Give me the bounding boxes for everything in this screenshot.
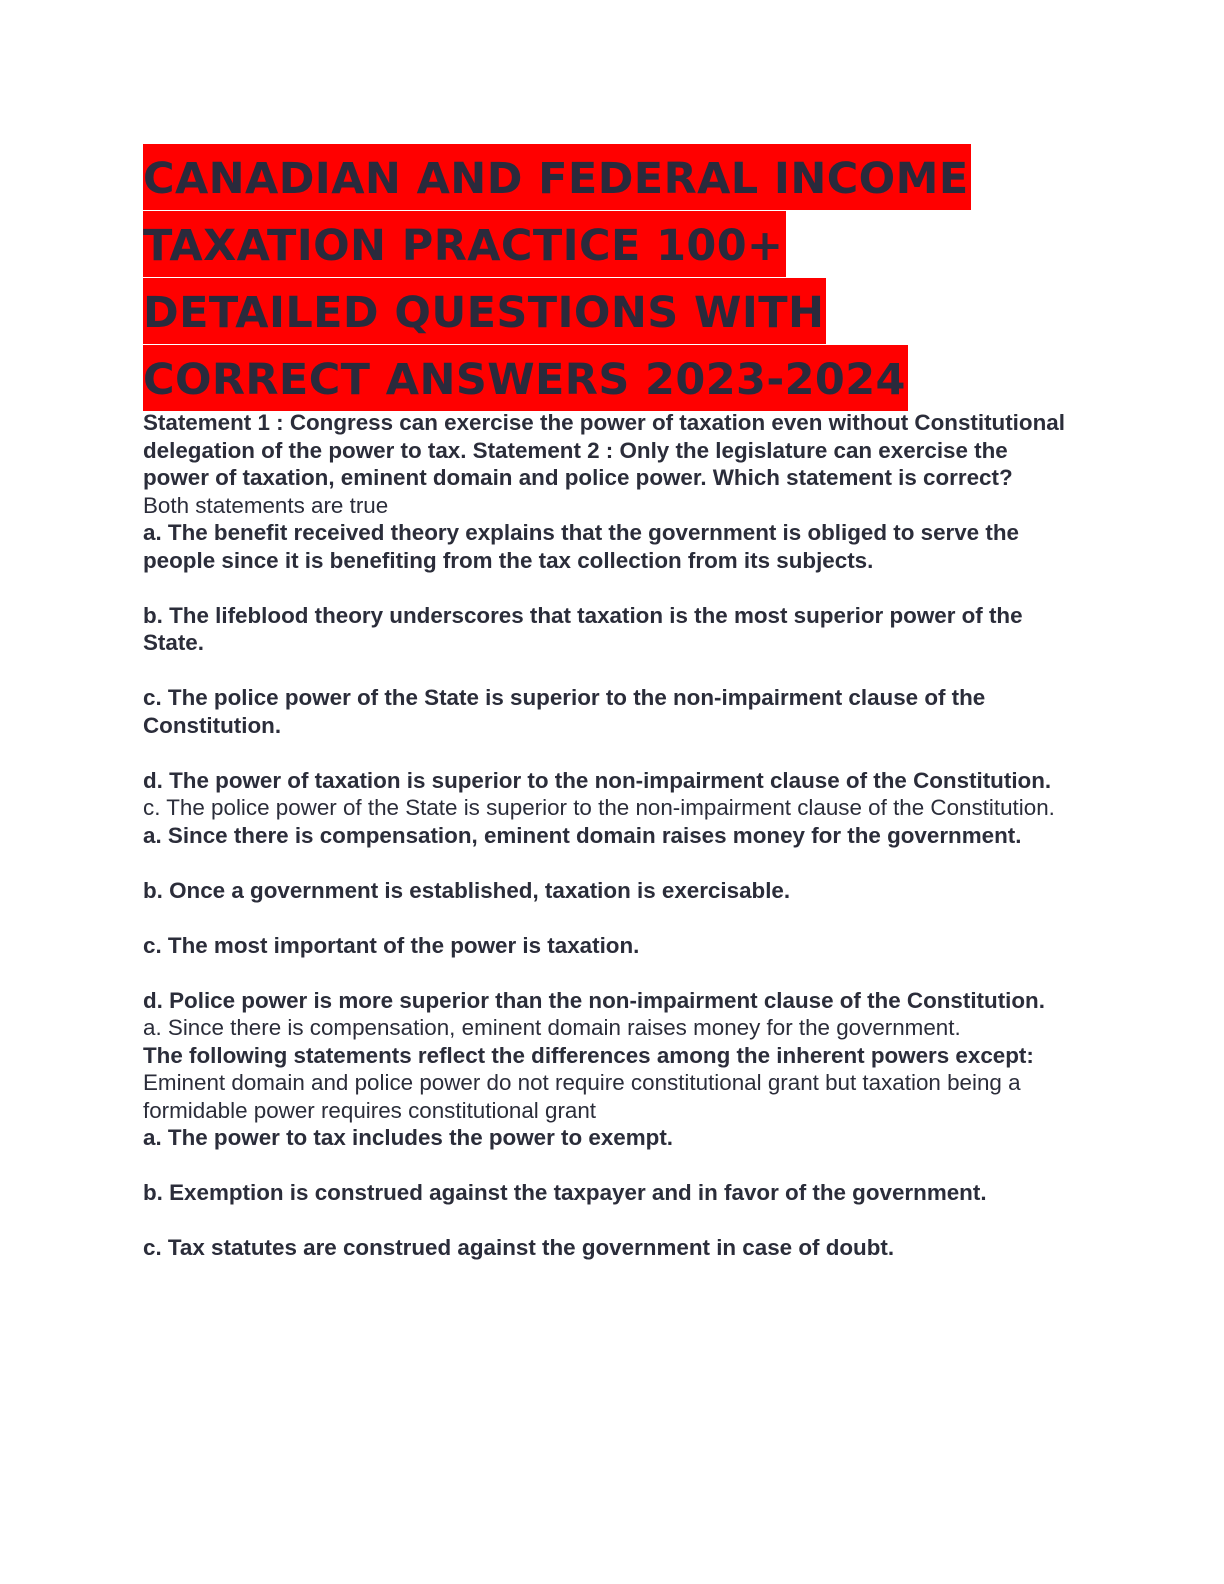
title-line-text: TAXATION PRACTICE 100+ — [143, 211, 786, 277]
option-item: a. The power to tax includes the power to exempt. — [143, 1125, 674, 1150]
title-line-text: CORRECT ANSWERS 2023-2024 — [143, 345, 908, 411]
option-item: b. Exemption is construed against the taxpayer and in favor of the government. — [143, 1180, 987, 1205]
option-item: a. Since there is compensation, eminent domain raises money for the government. — [143, 822, 1022, 848]
question-text: The following statements reflect the differences among the inherent powers except: — [143, 1042, 1034, 1068]
option-item: a. The benefit received theory explains that the government is obliged to serve the people since it is benefiting from the tax collection from its subjects. — [143, 520, 1019, 573]
option-item: c. The most important of the power is taxation. — [143, 932, 640, 958]
option-item: b. The lifeblood theory underscores that taxation is the most superior power of the State. — [143, 602, 1023, 655]
document-title — [143, 144, 1063, 412]
option-item: b. Once a government is established, taxation is exercisable. — [143, 877, 791, 903]
title-line — [143, 345, 1063, 412]
option-list — [143, 1124, 1078, 1262]
option-item: d. The power of taxation is superior to the non-impairment clause of the Constitution. — [143, 767, 1052, 793]
answer-text: Both statements are true — [143, 492, 389, 518]
question-list — [143, 409, 1078, 1262]
title-line — [143, 144, 1063, 211]
answer-text: c. The police power of the State is superior to the non-impairment clause of the Constitution. — [143, 795, 1055, 820]
option-item: c. The police power of the State is superior to the non-impairment clause of the Constitution. — [143, 685, 986, 738]
title-line — [143, 278, 1063, 345]
title-line-text: CANADIAN AND FEDERAL INCOME — [143, 144, 971, 210]
option-item: d. Police power is more superior than the non-impairment clause of the Constitution. — [143, 987, 1045, 1013]
question-text: Statement 1 : Congress can exercise the power of taxation even without Constitutional delegation of the power to tax. Statement 2 : Only the legislature can exercise the power of taxation, eminent domain and police power. Which statement is correct? — [143, 410, 1065, 490]
title-line — [143, 211, 1063, 278]
answer-text: Eminent domain and police power do not require constitutional grant but taxation being a formidable power requires constitutional grant — [143, 1070, 1021, 1123]
title-line-text: DETAILED QUESTIONS WITH — [143, 278, 826, 344]
answer-text: a. Since there is compensation, eminent domain raises money for the government. — [143, 1015, 961, 1040]
option-item: c. Tax statutes are construed against the government in case of doubt. — [143, 1235, 895, 1260]
option-list — [143, 519, 1078, 794]
option-list — [143, 822, 1078, 1015]
